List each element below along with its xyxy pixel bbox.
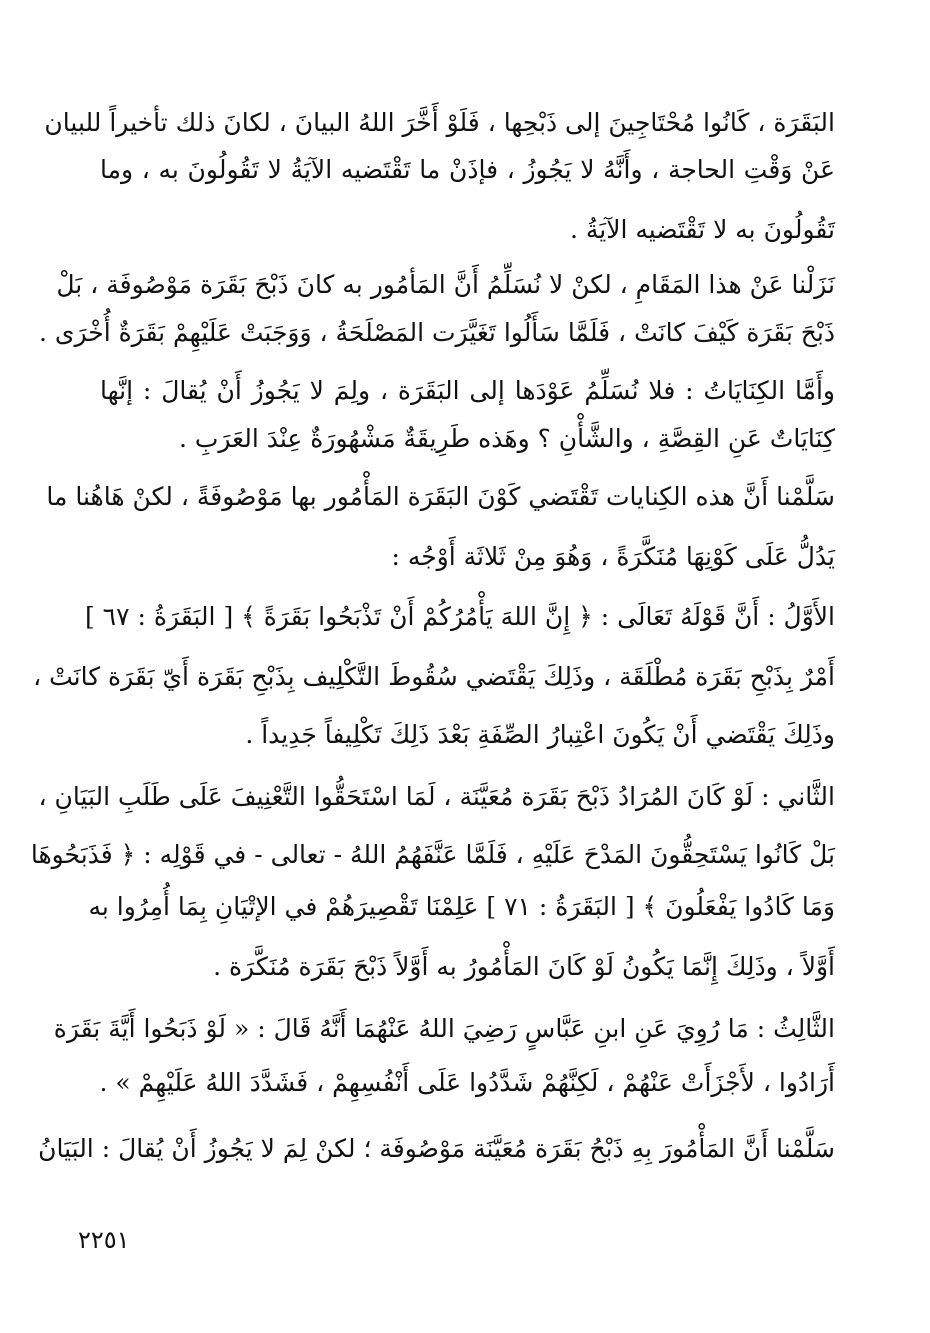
text-line: الثَّالِثُ : مَا رُوِيَ عَنِ ابنِ عَبَّاسٍ رَضِيَ اللهُ عَنْهُمَا أَنَّهُ قَالَ : « لَوْ ذَبَحُوا أَيَّةَ بَقَرَة: [53, 1014, 835, 1043]
text-line: أَوَّلاً ، وذَلِكَ إِنَّمَا يَكُونُ لَوْ كَانَ المَأْمُورُ به أَوَّلاً ذَبْحَ بَقَرَة مُنَكَّرَة .: [213, 952, 835, 981]
text-line: أَمْرٌ بِذَبْحِ بَقَرَة مُطْلَقَة ، وذَلِكَ يَقْتَضي سُقُوطَ التَّكْلِيف بِذَبْحِ بَقَرَة أَيّ بَقَرَة كانَتْ ،: [33, 662, 835, 691]
text-line: بَلْ كَانُوا يَسْتَحِقُّونَ المَدْحَ عَلَيْهِ ، فَلَمَّا عَنَّفَهُمُ اللهُ - تعالى - في قَوْلِه : ﴿ فَذَبَحُوهَا: [30, 840, 835, 869]
text-line: يَدُلُّ عَلَى كَوْنِهَا مُنَكَّرَةً ، وَهُوَ مِنْ ثَلاثَة أَوْجُه :: [391, 542, 835, 571]
text-line: كِنَايَاتٌ عَنِ القِصَّةِ ، والشَّأْنِ ؟ وهَذه طَرِيقَةٌ مَشْهُورَةٌ عِنْدَ العَرَبِ .: [178, 424, 835, 453]
text-line: الأَوَّلُ : أَنَّ قَوْلَهُ تَعَالَى : ﴿ إِنَّ اللهَ يَأْمُرُكُمْ أَنْ تَذْبَحُوا بَقَرَةً ﴾ [ البَقَرَةُ : ٦٧ ]: [84, 602, 835, 631]
text-line: سَلَّمْنا أَنَّ هذه الكِنايات تَقْتَضي كَوْنَ البَقَرَة المَأْمُور بها مَوْصُوفَةً ، لكنْ هَاهُنا ما: [46, 482, 835, 511]
text-line: وذَلِكَ يَقْتَضي أَنْ يَكُونَ اعْتِبارُ الصِّفَةِ بَعْدَ ذَلِكَ تَكْلِيفاً جَدِيداً .: [245, 720, 835, 749]
text-line: تَقُولُونَ به لا تَقْتَضيه الآيَةُ .: [569, 215, 835, 244]
text-line: البَقَرَة ، كَانُوا مُحْتَاجِينَ إلى ذَبْحِها ، فَلَوْ أَخَّرَ اللهُ البيانَ ، لكانَ ذلك تأخيراً للبيان: [44, 108, 835, 137]
text-line: وأَمَّا الكِنَايَاتُ : فلا نُسَلِّمُ عَوْدَها إلى البَقَرَة ، ولِمَ لا يَجُوزُ أَنْ يُقالَ : إنَّها: [100, 376, 835, 405]
text-line: نَزَلْنا عَنْ هذا المَقَامِ ، لكنْ لا نُسَلِّمُ أَنَّ المَأمُور به كانَ ذَبْحَ بَقَرَة مَوْصُوفَة ، بَلْ: [56, 270, 835, 299]
text-line: سَلَّمْنا أَنَّ المَأْمُورَ بِهِ ذَبْحُ بَقَرَة مُعَيَّنَة مَوْصُوفَة ؛ لكنْ لِمَ لا يَجُوزُ أَنْ يُقالَ : البَيَانُ: [38, 1134, 835, 1163]
text-line: وَمَا كَادُوا يَفْعَلُونَ ﴾ [ البَقَرَةُ : ٧١ ] عَلِمْنَا تَقْصِيرَهُمْ في الإتْيَانِ بِمَا أُمِرُوا به: [88, 892, 835, 921]
text-line: الثَّاني : لَوْ كَانَ المُرَادُ ذَبْحَ بَقَرَة مُعَيَّنَة ، لَمَا اسْتَحَقُّوا التَّعْنِيفَ عَلَى طَلَبِ البَيَانِ ،: [38, 782, 835, 811]
text-line: عَنْ وَقْتِ الحاجة ، وأَنَّهُ لا يَجُوزُ ، فإذَنْ ما تَقْتَضيه الآيَةُ لا تَقُولُونَ به ، وما: [100, 155, 835, 184]
text-line: أَرَادُوا ، لأَجْزَأَتْ عَنْهُمْ ، لَكِنَّهُمْ شَدَّدُوا عَلَى أَنْفُسِهِمْ ، فَشَدَّدَ اللهُ عَلَيْهِمْ » .: [99, 1068, 835, 1097]
text-line: ذَبْحَ بَقَرَة كَيْفَ كانَتْ ، فَلَمَّا سَأَلُوا تَغَيَّرَت المَصْلَحَةُ ، وَوَجَبَتْ عَلَيْهِمْ بَقَرَةٌ أُخْرَى .: [38, 318, 835, 347]
page-number: ٢٢٥١: [78, 1226, 130, 1254]
